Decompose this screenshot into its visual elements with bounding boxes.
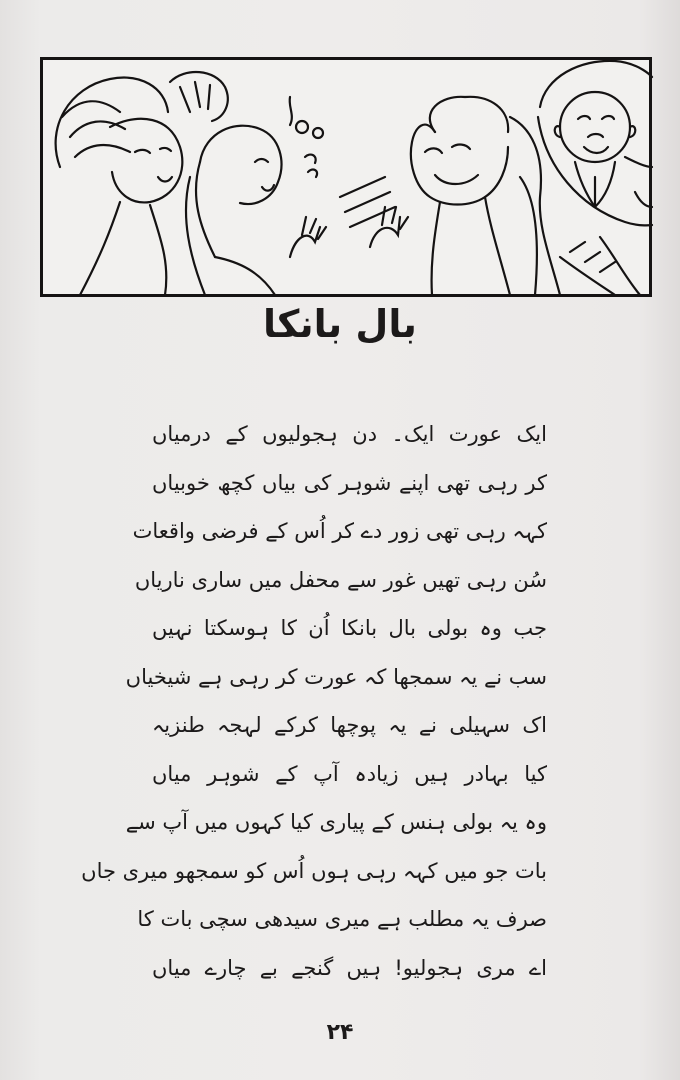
poem-line: کہہ رہی تھی زور دے کر اُس کے فرضی واقعات xyxy=(132,519,547,543)
poem-line: کر رہی تھی اپنے شوہر کی بیاں کچھ خوبیاں xyxy=(152,470,547,495)
page-number: ۲۴ xyxy=(326,1020,354,1045)
poem-line: اک سہیلی نے یہ پوچھا کرکے لہجہ طنزیہ xyxy=(152,713,547,737)
poem-line: بات جو میں کہہ رہی ہوں اُس کو سمجھو میری جاں xyxy=(81,858,547,883)
poem-line: جب وہ بولی بال بانکا اُن کا ہوسکتا نہیں xyxy=(152,616,547,640)
poem-line: وہ یہ بولی ہنس کے پیاری کیا کہوں میں آپ سے xyxy=(125,810,547,834)
poem-line: اے مری ہجولیو! ہیں گنجے بے چارے میاں xyxy=(152,955,547,980)
poem-body xyxy=(81,410,547,992)
poem-line: صرف یہ مطلب ہے میری سیدھی سچی بات کا xyxy=(137,907,547,931)
poem-line: ایک عورت ایک۔ دن ہجولیوں کے درمیاں xyxy=(152,422,547,446)
poem-title: بال بانکا xyxy=(263,302,417,346)
poem-line: کیا بہادر ہیں زیادہ آپ کے شوہر میاں xyxy=(152,761,547,786)
cartoon-illustration xyxy=(40,57,652,297)
cartoon-drawing xyxy=(40,57,652,297)
poem-line: سُن رہی تھیں غور سے محفل میں ساری ناریاں xyxy=(134,567,547,592)
poem-line: سب نے یہ سمجھا کہ عورت کر رہی ہے شیخیاں xyxy=(125,664,547,689)
